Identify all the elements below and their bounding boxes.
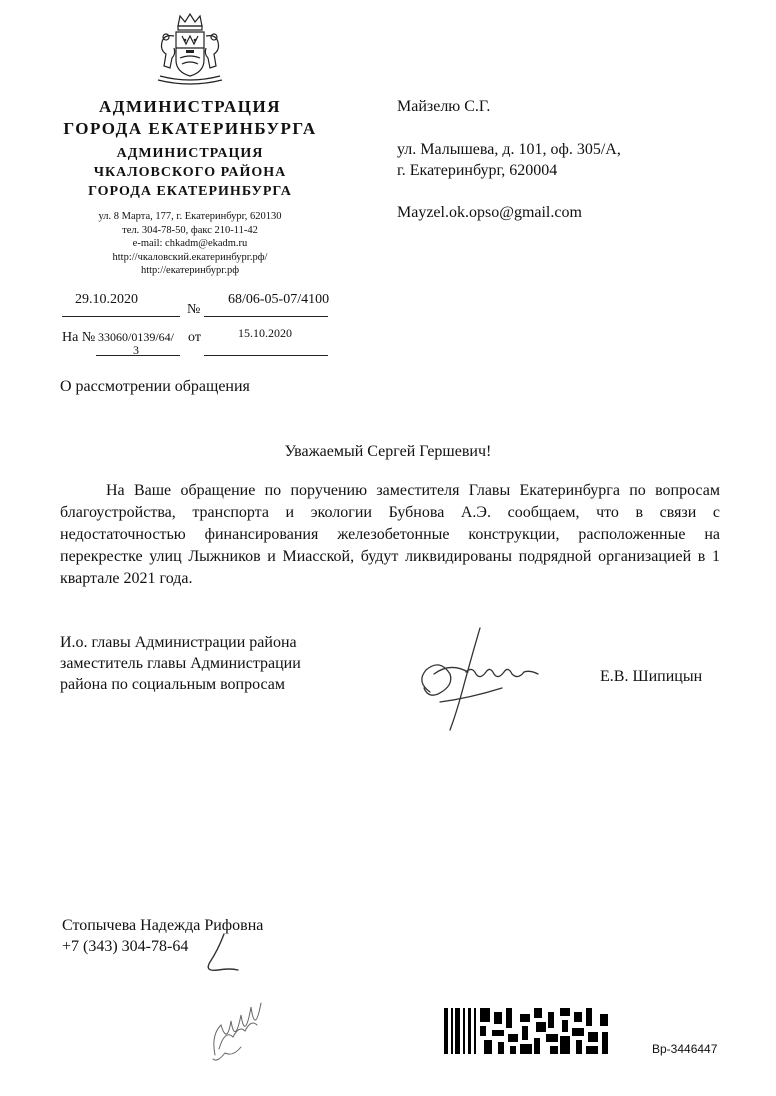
recipient-name: Майзелю С.Г. bbox=[397, 98, 491, 115]
email: e-mail: chkadm@ekadm.ru bbox=[132, 238, 248, 249]
barcode bbox=[444, 1008, 610, 1054]
phone-fax: тел. 304-78-50, факс 210-11-42 bbox=[122, 224, 258, 236]
visa-scribble bbox=[205, 985, 275, 1065]
organization-header bbox=[40, 96, 340, 140]
reference-date-underline bbox=[204, 355, 328, 356]
coat-of-arms-icon bbox=[152, 10, 228, 88]
number-underline bbox=[204, 316, 328, 317]
district-line-2: ЧКАЛОВСКОГО РАЙОНА bbox=[93, 165, 287, 180]
executor-name: Стопычева Надежда Рифовна bbox=[62, 917, 264, 934]
recipient-city: г. Екатеринбург, 620004 bbox=[397, 162, 558, 179]
greeting: Уважаемый Сергей Гершевич! bbox=[284, 443, 492, 460]
position-line-3: района по социальным вопросам bbox=[60, 676, 286, 693]
recipient-street: ул. Малышева, д. 101, оф. 305/А, bbox=[397, 141, 621, 158]
signature-image bbox=[410, 622, 560, 732]
reference-prefix: На № bbox=[62, 330, 96, 345]
date-underline bbox=[62, 316, 180, 317]
reference-number-1: 33060/0139/64/ bbox=[98, 330, 175, 344]
signatory-position bbox=[60, 632, 301, 695]
admin-line-1: АДМИНИСТРАЦИЯ bbox=[98, 97, 281, 116]
website-district: http://чкаловский.екатеринбург.рф/ bbox=[112, 251, 268, 263]
outgoing-date: 29.10.2020 bbox=[75, 292, 138, 307]
reference-underline bbox=[96, 355, 180, 356]
signatory-name: Е.В. Шипицын bbox=[600, 668, 703, 685]
reference-date: 15.10.2020 bbox=[238, 326, 292, 340]
initials-mark bbox=[196, 930, 246, 980]
letter-body-text: На Ваше обращение по поручению заместителя Главы Екатеринбурга по вопросам благоустройства, транспорта и экологии Бубнова А.Э. сообщаем, что в связи с недостаточностью финансирования железобетонные конструкции, расположенные на перекрестке улиц Лыжников и Миасской, будут ликвидированы подрядной организацией в 1 квартале 2021 года. bbox=[60, 482, 720, 587]
executor-phone: +7 (343) 304-78-64 bbox=[62, 938, 189, 955]
district-line-1: АДМИНИСТРАЦИЯ bbox=[116, 146, 264, 161]
position-line-2: заместитель главы Администрации bbox=[60, 655, 301, 672]
number-sign: № bbox=[187, 302, 201, 317]
address: ул. 8 Марта, 177, г. Екатеринбург, 620130 bbox=[98, 211, 282, 222]
letter-body bbox=[60, 480, 720, 590]
reference-number-2: 3 bbox=[133, 343, 139, 357]
contact-info bbox=[40, 210, 340, 278]
district-line-3: ГОРОДА ЕКАТЕРИНБУРГА bbox=[88, 184, 292, 199]
reference-from: от bbox=[188, 330, 201, 345]
district-header bbox=[40, 144, 340, 201]
admin-line-2: ГОРОДА ЕКАТЕРИНБУРГА bbox=[63, 119, 317, 138]
outgoing-number: 68/06-05-07/4100 bbox=[228, 292, 330, 307]
website-city: http://екатеринбург.рф bbox=[140, 265, 240, 276]
document-code: Вр-3446447 bbox=[652, 1042, 718, 1056]
recipient-email: Mayzel.ok.opso@gmail.com bbox=[397, 204, 582, 221]
position-line-1: И.о. главы Администрации района bbox=[60, 634, 297, 651]
subject: О рассмотрении обращения bbox=[60, 378, 250, 395]
